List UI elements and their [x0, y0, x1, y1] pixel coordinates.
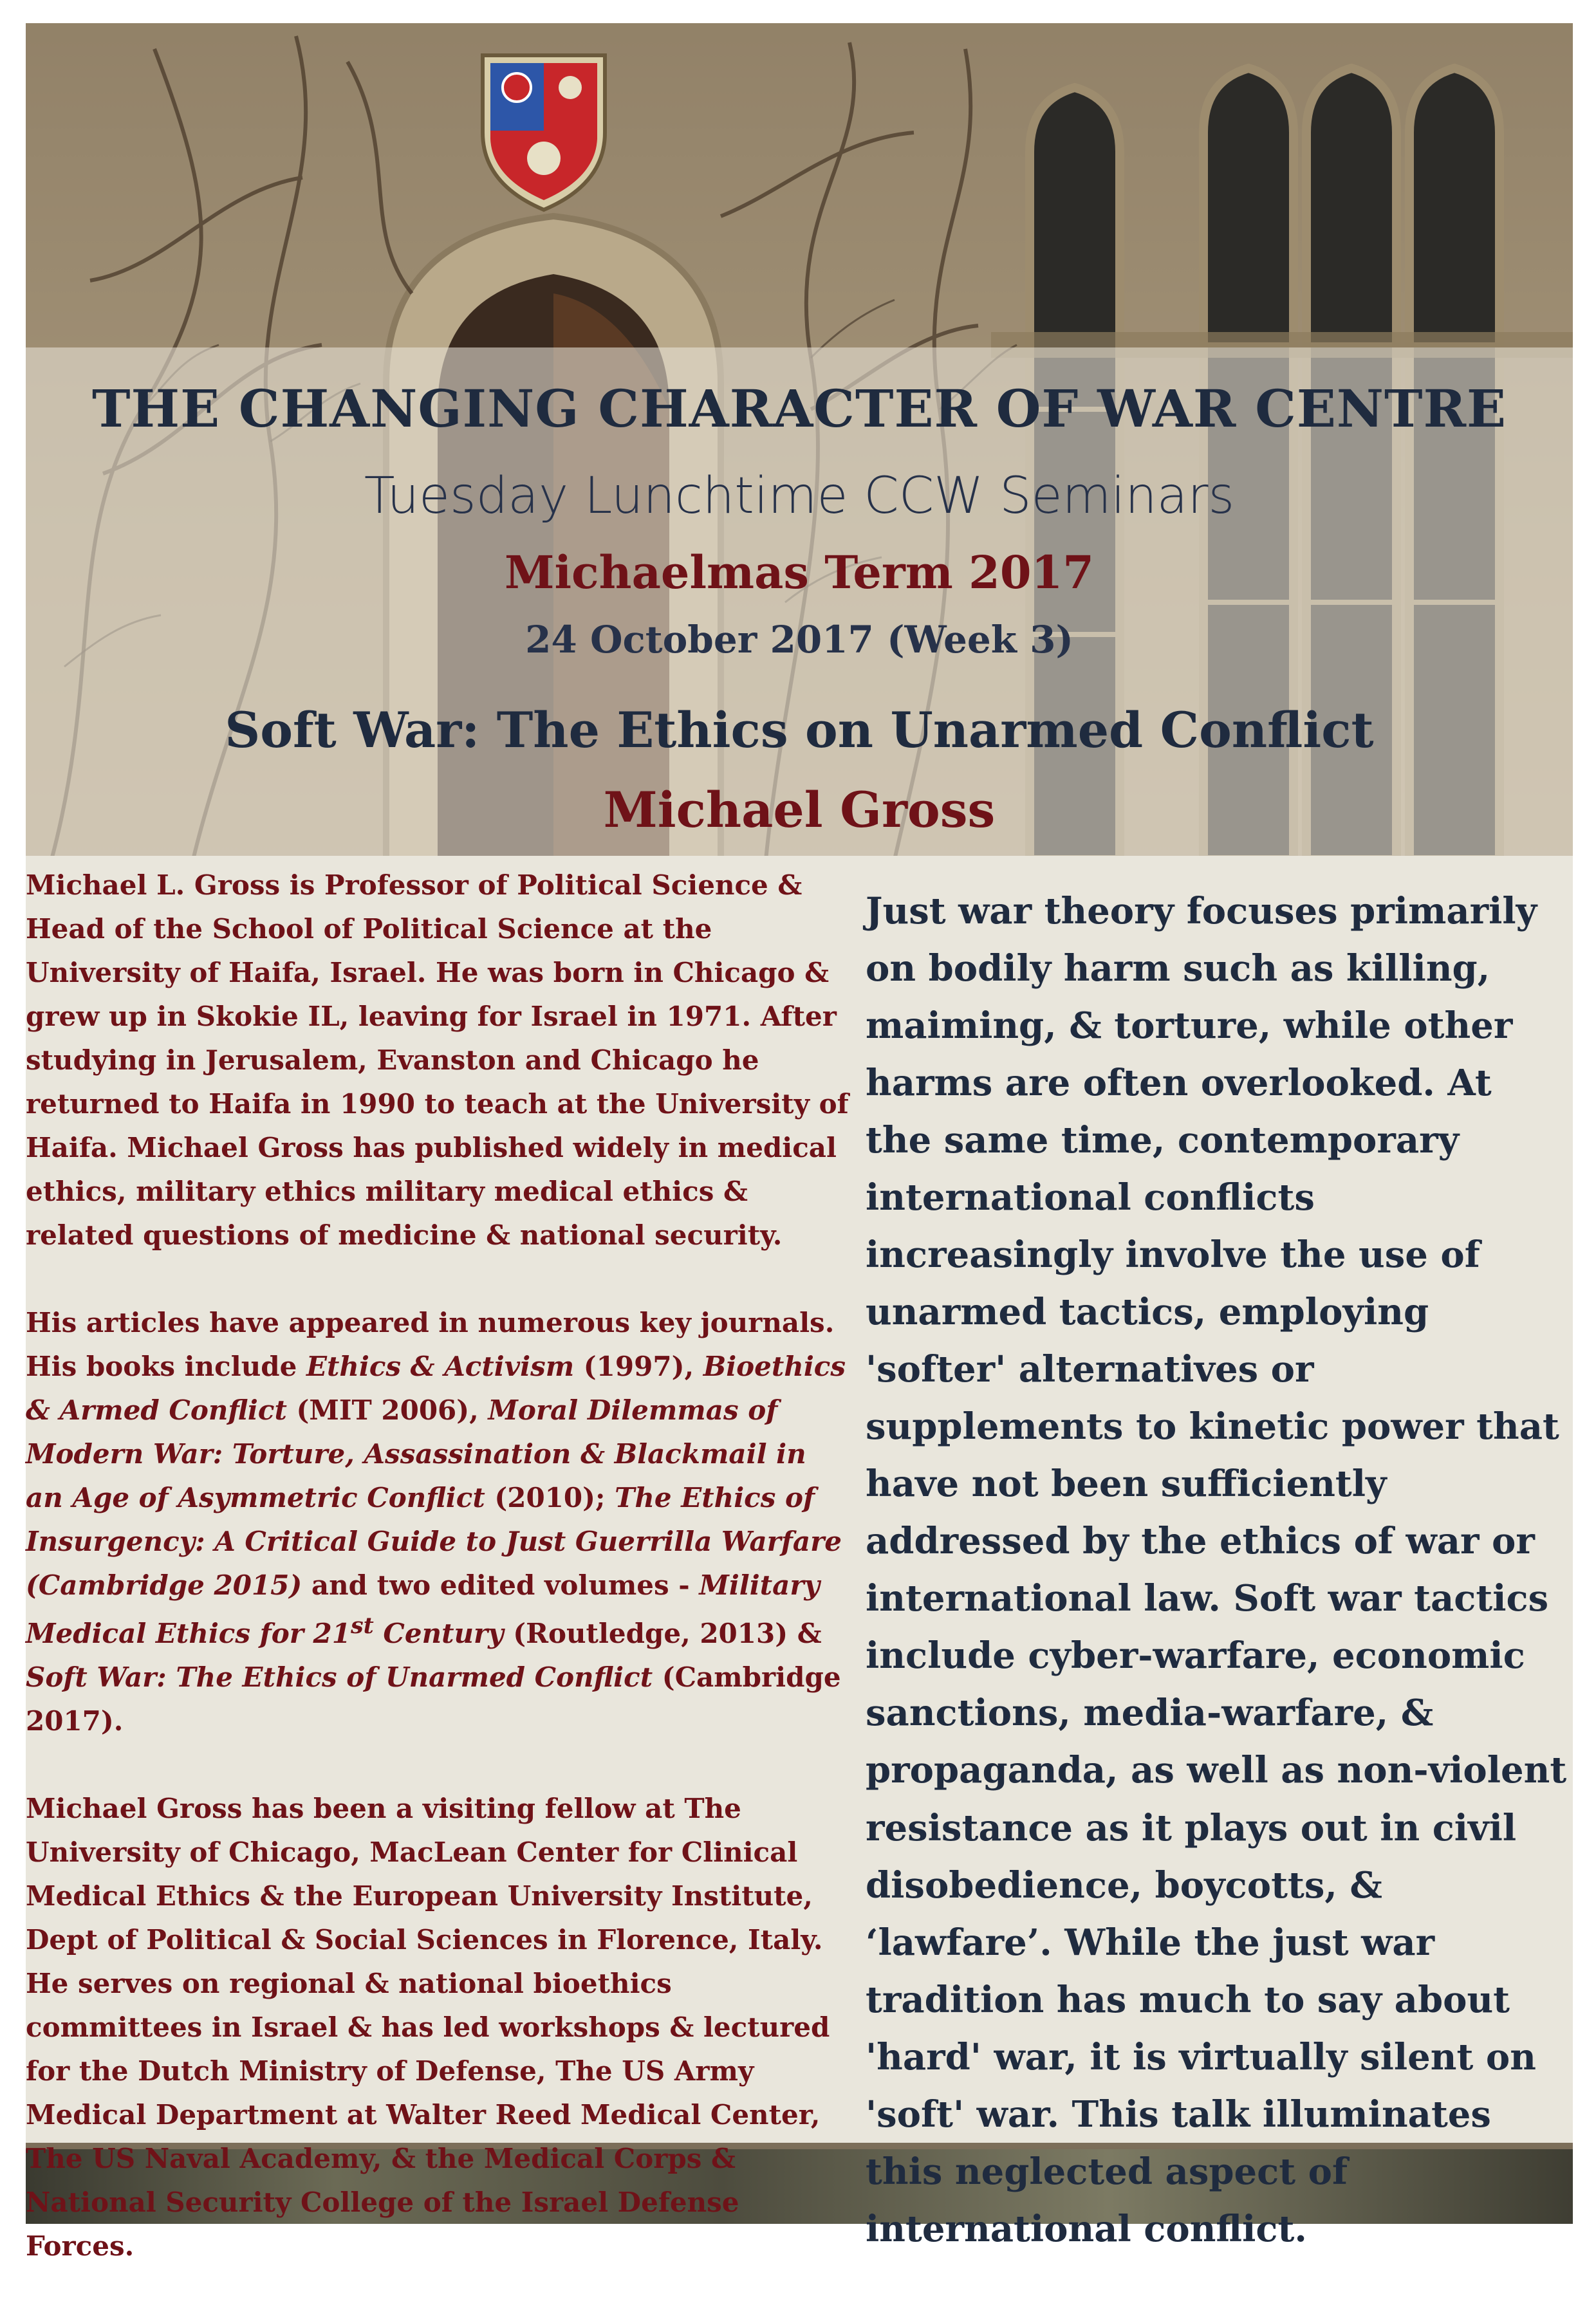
talk-title: Soft War: The Ethics on Unarmed Conflict — [225, 701, 1374, 759]
book-note: (1997), — [574, 1351, 703, 1383]
bio-books-intro: His articles have appeared in numerous key journals. His books include — [26, 1307, 835, 1383]
bio-paragraph-2 — [26, 1301, 849, 1743]
book-title: Military Medical Ethics for 21 — [26, 1569, 820, 1649]
speaker-bio — [26, 864, 849, 2312]
speaker-name: Michael Gross — [603, 781, 996, 838]
talk-abstract: Just war theory focuses primarily on bodily harm such as killing, maiming, & torture, while other harms are often overlooked. At the same time, contemporary international conflicts increasingly involve the use of unarmed tactics, employing 'softer' alternatives or supplements to kinetic power that have not been sufficiently addressed by the ethics of war or international law. Soft war tactics include cyber-warfare, economic sanctions, media-warfare, & propaganda, as well as non-violent resistance as it plays out in civil disobedience, boycotts, & ‘lawfare’. While the just war tradition has much to say about 'hard' war, it is virtually silent on 'soft' war. This talk illuminates this neglected aspect of international conflict. — [866, 890, 1567, 2250]
book-title: Bioethics & Armed Conflict — [26, 1351, 846, 1427]
book-note: (MIT 2006), — [286, 1394, 488, 1427]
book-note: and two edited volumes - — [302, 1569, 700, 1602]
term: Michaelmas Term 2017 — [504, 546, 1094, 599]
book-title: Century — [373, 1617, 504, 1649]
seminar-series: Tuesday Lunchtime CCW Seminars — [364, 467, 1235, 525]
book-title: The Ethics of Insurgency: A Critical Guide to Just Guerrilla Warfare (Cambridge 2015) — [26, 1482, 842, 1602]
centre-name: THE CHANGING CHARACTER OF WAR CENTRE — [91, 378, 1507, 439]
book-title: Ethics & Activism — [306, 1351, 575, 1383]
book-title: Soft War: The Ethics of Unarmed Conflict — [26, 1661, 653, 1693]
book-title: Moral Dilemmas of Modern War: Torture, Assassination & Blackmail in an Age of Asymmetric Conflict — [26, 1394, 806, 1514]
bio-paragraph-1: Michael L. Gross is Professor of Political Science & Head of the School of Political Science at the University of Haifa, Israel. He was born in Chicago & grew up in Skokie IL, leaving for Israel in 1971. After studying in Jerusalem, Evanston and Chicago he returned to Haifa in 1990 to teach at the University of Haifa. Michael Gross has published widely in medical ethics, military ethics military medical ethics & related questions of medicine & national security. — [26, 869, 849, 1252]
book-note: (Cambridge 2017). — [26, 1661, 841, 1737]
book-note: (Routledge, 2013) & — [503, 1617, 822, 1649]
book-title-superscript: st — [350, 1612, 374, 1639]
bio-paragraph-3: Michael Gross has been a visiting fellow at The University of Chicago, MacLean Center for Clinical Medical Ethics & the European University Institute, Dept of Political & Social Sciences in Florence, Italy. He serves on regional & national bioethics committees in Israel & has led workshops & lectured for the Dutch Ministry of Defense, The US Army Medical Department at Walter Reed Medical Center, The US Naval Academy, & the Medical Corps & National Security College of the Israel Defense Forces. — [26, 1792, 830, 2262]
seminar-date: 24 October 2017 (Week 3) — [525, 618, 1073, 661]
book-note: (2010); — [485, 1482, 615, 1514]
